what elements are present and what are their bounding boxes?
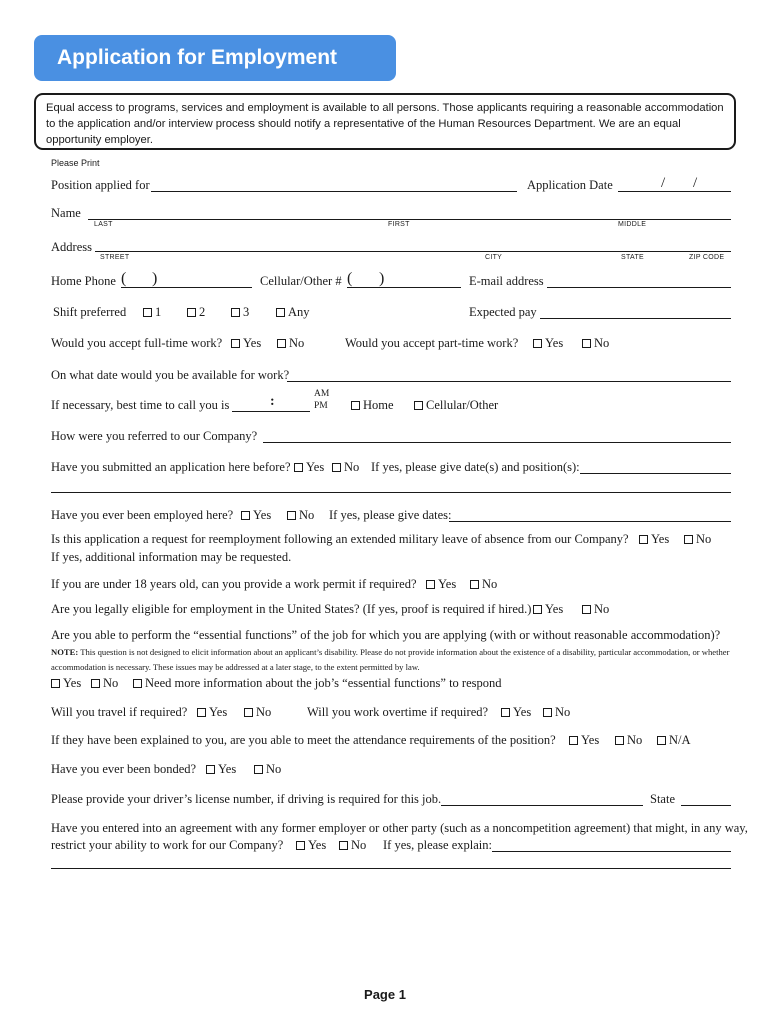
first-name-caption: FIRST	[388, 221, 410, 228]
checkbox[interactable]	[133, 679, 142, 688]
best-time-question: If necessary, best time to call you is	[51, 398, 230, 412]
eligible-yes[interactable]: Yes	[533, 602, 563, 617]
name-field[interactable]	[88, 219, 731, 220]
home-phone-label: Home Phone	[51, 274, 116, 288]
checkbox[interactable]	[276, 308, 285, 317]
employed-dates-label: If yes, please give dates:	[329, 508, 452, 522]
checkbox[interactable]	[296, 841, 305, 850]
available-date-field[interactable]	[287, 381, 731, 382]
license-number-field[interactable]	[441, 805, 643, 806]
home-phone-field[interactable]	[121, 287, 252, 288]
checkbox[interactable]	[470, 580, 479, 589]
reemployment-question: Is this application a request for reemployment following an extended military leave of absence from our Company?	[51, 532, 629, 546]
shift-3-option[interactable]: 3	[231, 305, 249, 320]
checkbox[interactable]	[339, 841, 348, 850]
checkbox[interactable]	[426, 580, 435, 589]
application-date-field[interactable]	[618, 191, 731, 192]
checkbox[interactable]	[533, 339, 542, 348]
submitted-dates-field[interactable]	[580, 473, 731, 474]
reemployment-no[interactable]: No	[684, 532, 711, 547]
license-question: Please provide your driver’s license number, if driving is required for this job.	[51, 792, 442, 806]
area-code-close: )	[152, 270, 158, 287]
full-time-yes[interactable]: Yes	[231, 336, 261, 351]
agreement-no[interactable]: No	[339, 838, 366, 853]
under-18-no[interactable]: No	[470, 577, 497, 592]
checkbox[interactable]	[615, 736, 624, 745]
essential-functions-note: NOTE: This question is not designed to elicit information about an applicant’s disability. Please do not provide information about the existence of a disability, particular accommodation, or whether accommodation is necessary. These issues may be addressed at a later stage, to the extent permitted by law.	[51, 647, 730, 672]
checkbox[interactable]	[684, 535, 693, 544]
shift-preferred-label: Shift preferred	[53, 305, 127, 319]
state-caption: STATE	[621, 254, 645, 261]
essential-no[interactable]: No	[91, 676, 118, 691]
cellular-field[interactable]	[347, 287, 461, 288]
checkbox[interactable]	[187, 308, 196, 317]
date-slash: /	[661, 175, 666, 191]
employed-no[interactable]: No	[287, 508, 314, 523]
checkbox[interactable]	[254, 765, 263, 774]
checkbox[interactable]	[244, 708, 253, 717]
am-option[interactable]: AM	[314, 389, 330, 399]
agreement-question: Have you entered into an agreement with any former employer or other party (such as a noncompetition agreement) that might, in any way,	[51, 821, 748, 835]
checkbox[interactable]	[332, 463, 341, 472]
checkbox[interactable]	[569, 736, 578, 745]
overtime-yes[interactable]: Yes	[501, 705, 531, 720]
employed-here-question: Have you ever been employed here?	[51, 508, 234, 522]
position-applied-field[interactable]	[151, 191, 517, 192]
shift-1-option[interactable]: 1	[143, 305, 161, 320]
expected-pay-label: Expected pay	[469, 305, 537, 319]
pm-option[interactable]: PM	[314, 401, 328, 411]
call-home-option[interactable]: Home	[351, 398, 394, 413]
shift-2-option[interactable]: 2	[187, 305, 205, 320]
submitted-before-question: Have you submitted an application here before?	[51, 460, 291, 474]
area-code-open: (	[347, 270, 353, 287]
license-state-label: State	[650, 792, 675, 806]
call-cellular-option[interactable]: Cellular/Other	[414, 398, 498, 413]
email-field[interactable]	[547, 287, 731, 288]
attendance-yes[interactable]: Yes	[569, 733, 599, 748]
checkbox[interactable]	[206, 765, 215, 774]
submitted-no[interactable]: No	[332, 460, 359, 475]
middle-name-caption: MIDDLE	[618, 221, 647, 228]
expected-pay-field[interactable]	[540, 318, 731, 319]
area-code-close: )	[379, 270, 385, 287]
checkbox[interactable]	[197, 708, 206, 717]
checkbox[interactable]	[231, 308, 240, 317]
checkbox[interactable]	[543, 708, 552, 717]
reemployment-yes[interactable]: Yes	[639, 532, 669, 547]
bonded-yes[interactable]: Yes	[206, 762, 236, 777]
checkbox[interactable]	[277, 339, 286, 348]
part-time-question: Would you accept part-time work?	[345, 336, 519, 350]
checkbox[interactable]	[533, 605, 542, 614]
travel-question: Will you travel if required?	[51, 705, 188, 719]
travel-yes[interactable]: Yes	[197, 705, 227, 720]
page-title: Application for Employment	[34, 35, 396, 81]
agreement-explain-field[interactable]	[492, 851, 731, 852]
shift-any-option[interactable]: Any	[276, 305, 310, 320]
best-time-field[interactable]	[232, 411, 310, 412]
checkbox[interactable]	[639, 535, 648, 544]
part-time-no[interactable]: No	[582, 336, 609, 351]
essential-yes[interactable]: Yes	[51, 676, 81, 691]
under-18-question: If you are under 18 years old, can you provide a work permit if required?	[51, 577, 417, 591]
eligible-no[interactable]: No	[582, 602, 609, 617]
name-label: Name	[51, 206, 81, 220]
position-applied-label: Position applied for	[51, 178, 150, 192]
equal-access-notice: Equal access to programs, services and employment is available to all persons. Those applicants requiring a reasonable accommodation to the application and/or interview process should notify a representative of the Human Resources Department. We are an equal opportunity employer.	[34, 93, 736, 150]
under-18-yes[interactable]: Yes	[426, 577, 456, 592]
attendance-no[interactable]: No	[615, 733, 642, 748]
address-field[interactable]	[95, 251, 731, 252]
please-print-label: Please Print	[51, 158, 100, 168]
zip-code-caption: ZIP CODE	[689, 254, 725, 261]
essential-functions-question: Are you able to perform the “essential functions” of the job for which you are applying (with or without reasonable accommodation)?	[51, 628, 721, 642]
referred-field[interactable]	[263, 442, 731, 443]
time-colon: :	[270, 394, 275, 409]
agreement-explain-label: If yes, please explain:	[383, 838, 492, 852]
employed-yes[interactable]: Yes	[241, 508, 271, 523]
checkbox[interactable]	[582, 339, 591, 348]
part-time-yes[interactable]: Yes	[533, 336, 563, 351]
checkbox[interactable]	[241, 511, 250, 520]
date-slash: /	[693, 175, 698, 191]
checkbox[interactable]	[351, 401, 360, 410]
submitted-dates-label: If yes, please give date(s) and position(s):	[371, 460, 580, 474]
page-number: Page 1	[364, 987, 406, 1002]
overtime-no[interactable]: No	[543, 705, 570, 720]
legally-eligible-question: Are you legally eligible for employment in the United States? (If yes, proof is required if hired.)	[51, 602, 532, 616]
travel-no[interactable]: No	[244, 705, 271, 720]
last-name-caption: LAST	[94, 221, 113, 228]
checkbox[interactable]	[91, 679, 100, 688]
area-code-open: (	[121, 270, 127, 287]
employed-dates-field[interactable]	[449, 521, 731, 522]
checkbox[interactable]	[231, 339, 240, 348]
checkbox[interactable]	[582, 605, 591, 614]
attendance-question: If they have been explained to you, are you able to meet the attendance requirements of the position?	[51, 733, 556, 747]
address-label: Address	[51, 240, 92, 254]
application-date-label: Application Date	[527, 178, 613, 192]
available-date-question: On what date would you be available for work?	[51, 368, 290, 382]
bonded-no[interactable]: No	[254, 762, 281, 777]
checkbox[interactable]	[501, 708, 510, 717]
bonded-question: Have you ever been bonded?	[51, 762, 197, 776]
agreement-question-continued: restrict your ability to work for our Company?	[51, 838, 284, 852]
submitted-dates-field-continued[interactable]	[51, 492, 731, 493]
license-state-field[interactable]	[681, 805, 731, 806]
checkbox[interactable]	[51, 679, 60, 688]
checkbox[interactable]	[287, 511, 296, 520]
checkbox[interactable]	[143, 308, 152, 317]
reemployment-note: If yes, additional information may be requested.	[51, 550, 292, 564]
full-time-question: Would you accept full-time work?	[51, 336, 223, 350]
checkbox[interactable]	[657, 736, 666, 745]
attendance-na[interactable]: N/A	[657, 733, 691, 748]
city-caption: CITY	[485, 254, 503, 261]
overtime-question: Will you work overtime if required?	[307, 705, 489, 719]
essential-need-more-info[interactable]: Need more information about the job’s “essential functions” to respond	[133, 676, 502, 691]
agreement-explain-field-continued[interactable]	[51, 868, 731, 869]
checkbox[interactable]	[294, 463, 303, 472]
street-caption: STREET	[100, 254, 130, 261]
email-label: E-mail address	[469, 274, 544, 288]
submitted-yes[interactable]: Yes	[294, 460, 324, 475]
agreement-yes[interactable]: Yes	[296, 838, 326, 853]
referred-question: How were you referred to our Company?	[51, 429, 258, 443]
cellular-label: Cellular/Other #	[260, 274, 342, 288]
full-time-no[interactable]: No	[277, 336, 304, 351]
checkbox[interactable]	[414, 401, 423, 410]
